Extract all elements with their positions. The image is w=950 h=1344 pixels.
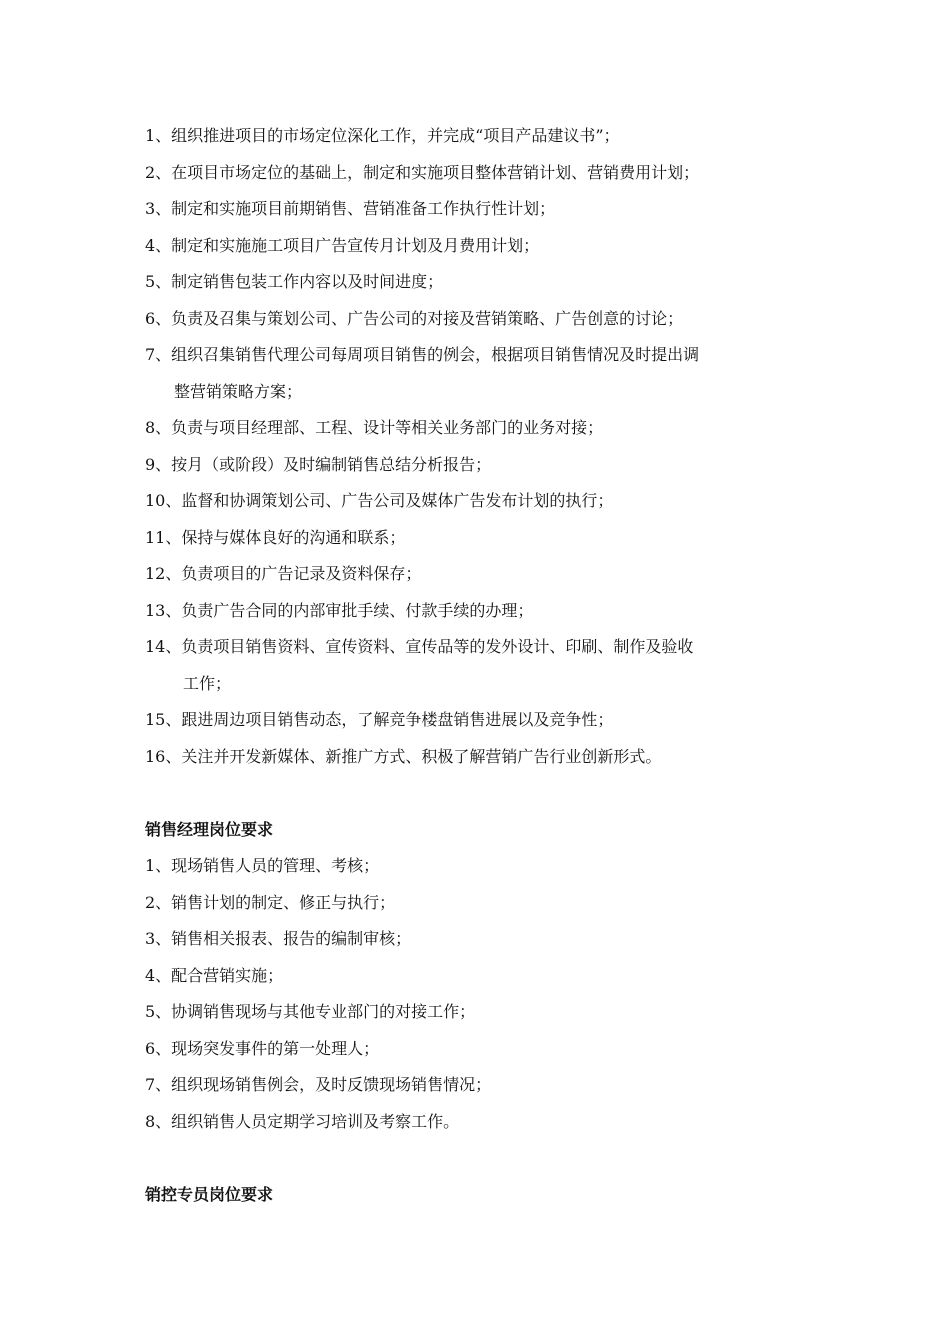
list-item: 6、现场突发事件的第一处理人； [145, 1038, 380, 1058]
list-item: 5、协调销售现场与其他专业部门的对接工作； [145, 1002, 476, 1021]
section-heading-sales-manager: 销售经理岗位要求 [145, 819, 274, 839]
list-item: 5、制定销售包装工作内容以及时间进度； [145, 272, 444, 291]
list-item: 9、按月（或阶段）及时编制销售总结分析报告； [145, 454, 492, 474]
list-item: 10、监督和协调策划公司、广告公司及媒体广告发布计划的执行； [145, 491, 614, 510]
list-item: 2、销售计划的制定、修正与执行； [145, 892, 396, 912]
section-spacer [145, 1140, 825, 1177]
list-item: 8、组织销售人员定期学习培训及考察工作。 [145, 1111, 460, 1131]
document-body [145, 118, 825, 1213]
list-item: 8、负责与项目经理部、工程、设计等相关业务部门的业务对接； [145, 418, 604, 437]
list-item: 6、负责及召集与策划公司、广告公司的对接及营销策略、广告创意的讨论； [145, 308, 684, 328]
list-item: 3、销售相关报表、报告的编制审核； [145, 929, 412, 948]
list-item: 14、负责项目销售资料、宣传资料、宣传品等的发外设计、印刷、制作及验收 [145, 637, 694, 656]
list-item: 4、配合营销实施； [145, 965, 284, 985]
section-spacer [145, 775, 825, 812]
list-item: 1、现场销售人员的管理、考核； [145, 856, 380, 875]
list-item: 3、制定和实施项目前期销售、营销准备工作执行性计划； [145, 199, 556, 218]
list-item: 15、跟进周边项目销售动态，了解竞争楼盘销售进展以及竞争性； [145, 710, 614, 729]
duties-list [145, 118, 825, 775]
list-item-continuation: 整营销策略方案； [174, 381, 303, 401]
list-item: 7、组织召集销售代理公司每周项目销售的例会，根据项目销售情况及时提出调 [145, 345, 700, 364]
sales-manager-list [145, 848, 825, 1140]
list-item: 7、组织现场销售例会，及时反馈现场销售情况； [145, 1075, 492, 1094]
list-item: 1、组织推进项目的市场定位深化工作，并完成“项目产品建议书”； [145, 126, 620, 145]
list-item: 12、负责项目的广告记录及资料保存； [145, 564, 422, 583]
list-item: 11、保持与媒体良好的沟通和联系； [145, 527, 406, 547]
list-item: 2、在项目市场定位的基础上，制定和实施项目整体营销计划、营销费用计划； [145, 162, 700, 182]
list-item-continuation: 工作； [183, 673, 232, 693]
list-item: 16、关注并开发新媒体、新推广方式、积极了解营销广告行业创新形式。 [145, 746, 662, 766]
list-item: 13、负责广告合同的内部审批手续、付款手续的办理； [145, 600, 534, 620]
list-item: 4、制定和实施施工项目广告宣传月计划及月费用计划； [145, 235, 540, 255]
section-heading-sales-control: 销控专员岗位要求 [145, 1184, 274, 1204]
